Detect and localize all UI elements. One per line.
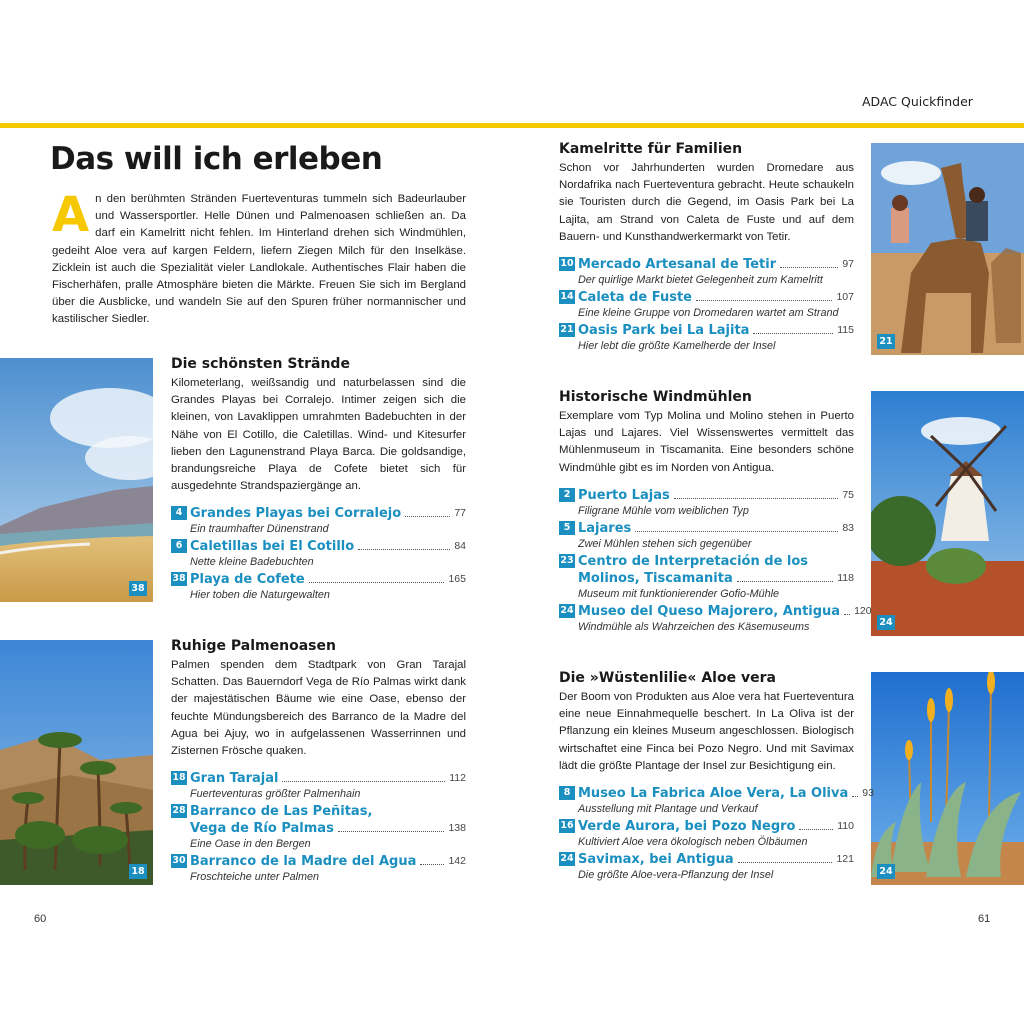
list-item[interactable] — [559, 256, 854, 288]
list-item[interactable] — [171, 505, 466, 537]
entry-description: Hier lebt die größte Kamelherde der Insel — [578, 340, 776, 353]
entry-name[interactable]: Caletillas bei El Cotillo — [190, 539, 355, 555]
entry-name[interactable]: Grandes Playas bei Corralejo — [190, 506, 402, 522]
list-item[interactable] — [171, 571, 466, 603]
page-number-left: 60 — [34, 913, 47, 925]
entry-page: 112 — [449, 772, 466, 785]
entry-name[interactable]: Museo La Fabrica Aloe Vera, La Oliva — [578, 786, 849, 802]
section-camels — [559, 141, 854, 355]
entry-number-badge: 18 — [172, 772, 186, 784]
entry-number-badge: 21 — [560, 324, 574, 336]
entry-name[interactable]: Playa de Cofete — [190, 572, 305, 588]
section-title: Kamelritte für Familien — [559, 141, 743, 157]
entry-description: Froschteiche unter Palmen — [190, 871, 320, 884]
photo-badge: 24 — [877, 864, 895, 879]
entry-name[interactable]: Oasis Park bei La Lajita — [578, 323, 750, 339]
entry-description: Zwei Mühlen stehen sich gegenüber — [578, 537, 752, 550]
entry-list — [559, 487, 872, 635]
intro-text: n den berühmten Stränden Fuerteventuras tummeln sich Badeurlauber und Wassersportler. Helle Dünen und Palmenoasen schließen an. Da darf ein Kamelritt nicht fehlen. Im Hinterland drehen sich Windmühlen, gedeiht Aloe vera auf kargen Feldern, liefern Ziegen Milch für den Inselkäse. Zicklein ist auch die Spezialität vieler Landlokale. Authentisches Flair haben die Fischerhäfen, pralle Atmosphäre bieten die Märkte. Freuen Sie sich im Bergland über die Ausblicke, und wandeln Sie auf den Spuren früher normannischer und kastilischer Siedler. — [52, 193, 466, 326]
windmill-photo — [871, 391, 1024, 636]
intro-paragraph — [52, 187, 466, 329]
list-item[interactable] — [559, 289, 854, 321]
section-header-label: ADAC Quickfinder — [862, 94, 973, 109]
section-windmills — [559, 389, 872, 636]
section-palms — [171, 638, 466, 886]
entry-list — [559, 256, 854, 354]
entry-description: Museum mit funktionierender Gofio-Mühle — [578, 587, 780, 600]
entry-number-badge: 14 — [560, 291, 574, 303]
entry-description: Die größte Aloe-vera-Pflanzung der Insel — [578, 869, 774, 882]
entry-page: 120 — [854, 604, 872, 617]
list-item[interactable] — [559, 322, 854, 354]
entry-description: Ein traumhafter Dünenstrand — [190, 523, 329, 536]
photo-badge: 24 — [877, 615, 895, 630]
entry-name[interactable]: Museo del Queso Majorero, Antigua — [578, 603, 841, 619]
entry-name[interactable]: Barranco de Las Peñitas, — [190, 804, 373, 820]
entry-page: 107 — [836, 291, 854, 304]
list-item[interactable] — [559, 818, 854, 850]
entry-page: 115 — [837, 324, 854, 337]
photo-badge: 38 — [129, 581, 147, 596]
list-item[interactable] — [559, 603, 872, 635]
entry-number-badge: 23 — [560, 554, 574, 566]
entry-description: Fuerteventuras größter Palmenhain — [190, 788, 361, 801]
entry-description: Filigrane Mühle vom weiblichen Typ — [578, 504, 749, 517]
section-title: Ruhige Palmenoasen — [171, 638, 336, 654]
camels-photo — [871, 143, 1024, 355]
entry-page: 138 — [448, 822, 466, 835]
entry-page: 84 — [454, 540, 466, 553]
list-item[interactable] — [559, 553, 854, 602]
entry-description: Ausstellung mit Plantage und Verkauf — [578, 803, 758, 816]
entry-name[interactable]: Barranco de la Madre del Agua — [190, 854, 417, 870]
entry-number-badge: 8 — [559, 786, 575, 800]
entry-number-badge: 2 — [559, 488, 575, 502]
entry-description: Eine Oase in den Bergen — [190, 838, 311, 851]
list-item[interactable] — [559, 785, 874, 817]
entry-number-badge: 6 — [171, 539, 187, 553]
entry-number-badge: 28 — [172, 805, 186, 817]
entry-page: 110 — [837, 820, 854, 833]
entry-name[interactable]: Puerto Lajas — [578, 487, 670, 503]
palms-photo — [0, 640, 153, 885]
beach-photo — [0, 358, 153, 602]
entry-name[interactable]: Verde Aurora, bei Pozo Negro — [578, 819, 796, 835]
list-item[interactable] — [559, 487, 854, 519]
entry-number-badge: 24 — [560, 853, 574, 865]
entry-list — [559, 785, 874, 883]
list-item[interactable] — [559, 520, 854, 552]
list-item[interactable] — [171, 538, 466, 570]
entry-description: Kultiviert Aloe vera ökologisch neben Ölbäumen — [578, 836, 808, 849]
entry-number-badge: 24 — [560, 604, 574, 616]
entry-page: 75 — [842, 488, 854, 501]
entry-page: 142 — [448, 855, 466, 868]
section-body: Schon vor Jahrhunderten wurden Dromedare aus Nordafrika nach Fuerteventura gebracht. Heute schaukeln sie Touristen durch die Gegend, im Oasis Park bei La Lajita, am Strand von Caleta de Fuste und auf dem Bauern- und Kunsthandwerkermarkt von Tetir. — [559, 162, 854, 243]
section-body: Kilometerlang, weißsandig und naturbelassen sind die Grandes Playas bei Corralejo. Intimer zeigen sich die kleinen, von Lavaklippen umrahmten Badebuchten in der Nähe von El Cotillo, die Caletillas. Wind- und Kitesurfer lieben den Lagunenstrand Playa Barca. Die goldsandige, brandungsreiche Playa de Cofete bietet sich für ausgedehnte Strandspaziergänge an. — [171, 377, 466, 493]
entry-description: Der quirlige Markt bietet Gelegenheit zum Kamelritt — [578, 274, 823, 287]
entry-name[interactable]: Savimax, bei Antigua — [578, 852, 734, 868]
entry-list — [171, 770, 466, 885]
section-title: Historische Windmühlen — [559, 389, 752, 405]
entry-name[interactable]: Mercado Artesanal de Tetir — [578, 257, 777, 273]
entry-number-badge: 4 — [171, 506, 187, 520]
entry-description: Eine kleine Gruppe von Dromedaren wartet am Strand — [578, 307, 839, 320]
entry-page: 97 — [842, 258, 854, 271]
entry-number-badge: 16 — [560, 820, 574, 832]
list-item[interactable] — [171, 853, 466, 885]
entry-number-badge: 38 — [172, 573, 186, 585]
section-body: Exemplare vom Typ Molina und Molino stehen in Puerto Lajas und Lajares. Viel Wissenswertes vermittelt das Mühlenmuseum in Tiscamanita. Eine besonders schöne Windmühle gibt es im Norden von Antigua. — [559, 410, 854, 474]
list-item[interactable] — [559, 851, 854, 883]
entry-page: 93 — [862, 787, 874, 800]
entry-name[interactable]: Lajares — [578, 520, 632, 536]
entry-name[interactable]: Centro de Interpretación de los — [578, 553, 809, 569]
page-title: Das will ich erleben — [50, 141, 383, 177]
entry-page: 118 — [837, 571, 854, 584]
section-aloe — [559, 670, 874, 884]
intro-dropcap: A — [52, 187, 90, 243]
section-beaches — [171, 356, 466, 604]
header-rule — [0, 123, 1024, 128]
aloe-photo — [871, 672, 1024, 885]
entry-list — [171, 505, 466, 603]
entry-page: 165 — [448, 573, 466, 586]
list-item[interactable] — [171, 803, 466, 852]
entry-name-line2[interactable]: Molinos, Tiscamanita — [578, 570, 733, 586]
entry-name[interactable]: Gran Tarajal — [190, 771, 279, 787]
entry-description: Windmühle als Wahrzeichen des Käsemuseums — [578, 620, 810, 633]
section-title: Die »Wüstenlilie« Aloe vera — [559, 670, 776, 686]
page-number-right: 61 — [978, 913, 991, 925]
entry-number-badge: 30 — [172, 855, 186, 867]
section-body: Der Boom von Produkten aus Aloe vera hat Fuerteventura eine neue Einnahmequelle beschert. In La Oliva ist der Pflanzung ein kleines Museum angeschlossen. Biologisch wirtschaftet eine Finca bei Pozo Negro. Und mit Savimax lädt die größte Plantage der Insel zur Besichtigung ein. — [559, 691, 854, 772]
section-body: Palmen spenden dem Stadtpark von Gran Tarajal Schatten. Das Bauerndorf Vega de Río Palmas wirkt dank der majestätischen Bäume wie eine Oase, ebenso der feuchte Mündungsbereich des Barranco de la Madre del Agua bei Ajuy, wo in aufgelassenen Wasserrinnen und Zisternen Frösche quaken. — [171, 659, 466, 758]
entry-name-line2[interactable]: Vega de Río Palmas — [190, 821, 334, 837]
entry-description: Hier toben die Naturgewalten — [190, 589, 330, 602]
entry-name[interactable]: Caleta de Fuste — [578, 290, 693, 306]
entry-page: 121 — [836, 853, 854, 866]
entry-page: 83 — [842, 521, 854, 534]
section-title: Die schönsten Strände — [171, 356, 350, 372]
photo-badge: 21 — [877, 334, 895, 349]
entry-number-badge: 5 — [559, 521, 575, 535]
list-item[interactable] — [171, 770, 466, 802]
entry-description: Nette kleine Badebuchten — [190, 556, 314, 569]
entry-page: 77 — [454, 507, 466, 520]
photo-badge: 18 — [129, 864, 147, 879]
entry-number-badge: 10 — [560, 258, 574, 270]
